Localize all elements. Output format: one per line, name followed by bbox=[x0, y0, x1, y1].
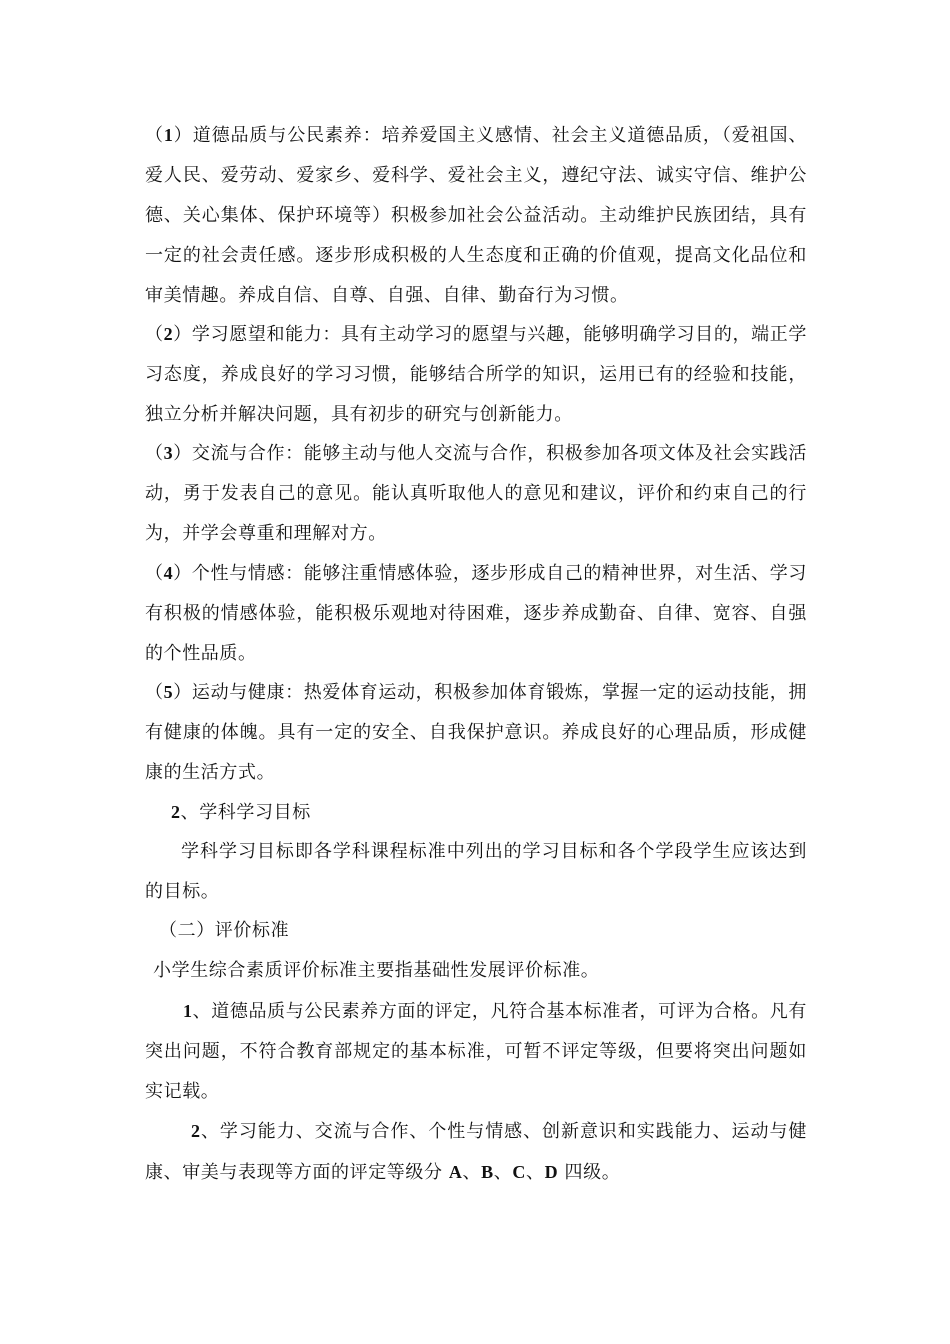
item-number: 1 bbox=[163, 125, 174, 145]
item-number: 2 bbox=[163, 324, 174, 344]
paragraph-text: ）交流与合作：能够主动与他人交流与合作，积极参加各项文体及社会实践活动，勇于发表自己的意见。能认真听取他人的意见和建议，评价和约束自己的行为，并学会尊重和理解对方。 bbox=[145, 443, 807, 544]
heading-text: 、学科学习目标 bbox=[180, 802, 311, 823]
paragraph-moral-quality bbox=[145, 115, 807, 316]
item-number: 3 bbox=[163, 443, 174, 463]
item-number: 4 bbox=[163, 563, 174, 583]
paragraph-criteria-intro bbox=[145, 951, 807, 991]
paragraph-health bbox=[145, 672, 807, 793]
separator: 、 bbox=[525, 1162, 545, 1183]
grade-b: B bbox=[481, 1162, 494, 1182]
paragraph-subject-goals bbox=[145, 832, 807, 912]
separator: 、 bbox=[493, 1162, 513, 1183]
heading-number: 2 bbox=[171, 802, 181, 822]
heading-evaluation-criteria bbox=[145, 911, 807, 951]
grade-d: D bbox=[544, 1162, 559, 1182]
paren-open: （ bbox=[145, 682, 164, 703]
paragraph-criteria-item-2 bbox=[145, 1111, 807, 1193]
paragraph-text: 、道德品质与公民素养方面的评定，凡符合基本标准者，可评为合格。凡有突出问题，不符合教育部规定的基本标准，可暂不评定等级，但要将突出问题如实记载。 bbox=[145, 1001, 807, 1102]
paragraph-text: 小学生综合素质评价标准主要指基础性发展评价标准。 bbox=[153, 960, 600, 981]
grade-c: C bbox=[512, 1162, 526, 1182]
paragraph-learning-ability bbox=[145, 314, 807, 435]
item-number: 5 bbox=[163, 682, 174, 702]
item-number: 2 bbox=[191, 1121, 201, 1141]
paren-open: （ bbox=[145, 125, 164, 146]
paragraph-personality bbox=[145, 553, 807, 674]
paragraph-criteria-item-1 bbox=[145, 991, 807, 1112]
heading-text: （二）评价标准 bbox=[159, 920, 290, 941]
grade-a: A bbox=[448, 1162, 463, 1182]
paragraph-text: ）个性与情感：能够注重情感体验，逐步形成自己的精神世界，对生活、学习有积极的情感体验，能积极乐观地对待困难，逐步养成勤奋、自律、宽容、自强的个性品质。 bbox=[145, 563, 807, 664]
paren-open: （ bbox=[145, 443, 164, 464]
heading-subject-goals bbox=[145, 792, 807, 833]
paragraph-text: 、学习能力、交流与合作、个性与情感、创新意识和实践能力、运动与健康、审美与表现等方面的评定等级分 bbox=[145, 1121, 807, 1183]
separator: 、 bbox=[462, 1162, 482, 1183]
paragraph-text: ）运动与健康：热爱体育运动，积极参加体育锻炼，掌握一定的运动技能，拥有健康的体魄。具有一定的安全、自我保护意识。养成良好的心理品质，形成健康的生活方式。 bbox=[145, 682, 807, 783]
paragraph-text: 学科学习目标即各学科课程标准中列出的学习目标和各个学段学生应该达到的目标。 bbox=[145, 841, 807, 902]
item-number: 1 bbox=[183, 1001, 193, 1021]
paragraph-text: ）道德品质与公民素养：培养爱国主义感情、社会主义道德品质，（爱祖国、爱人民、爱劳动、爱家乡、爱科学、爱社会主义，遵纪守法、诚实守信、维护公德、关心集体、保护环境等）积极参加社会公益活动。主动维护民族团结，具有一定的社会责任感。逐步形成积极的人生态度和正确的价值观，提高文化品位和审美情趣。养成自信、自尊、自强、自律、勤奋行为习惯。 bbox=[145, 125, 807, 306]
paragraph-text: ）学习愿望和能力：具有主动学习的愿望与兴趣，能够明确学习目的，端正学习态度，养成良好的学习习惯，能够结合所学的知识，运用已有的经验和技能，独立分析并解决问题，具有初步的研究与创新能力。 bbox=[145, 324, 807, 425]
paragraph-text-end: 四级。 bbox=[558, 1162, 621, 1183]
paragraph-communication bbox=[145, 433, 807, 554]
paren-open: （ bbox=[145, 563, 164, 584]
paren-open: （ bbox=[145, 324, 164, 345]
